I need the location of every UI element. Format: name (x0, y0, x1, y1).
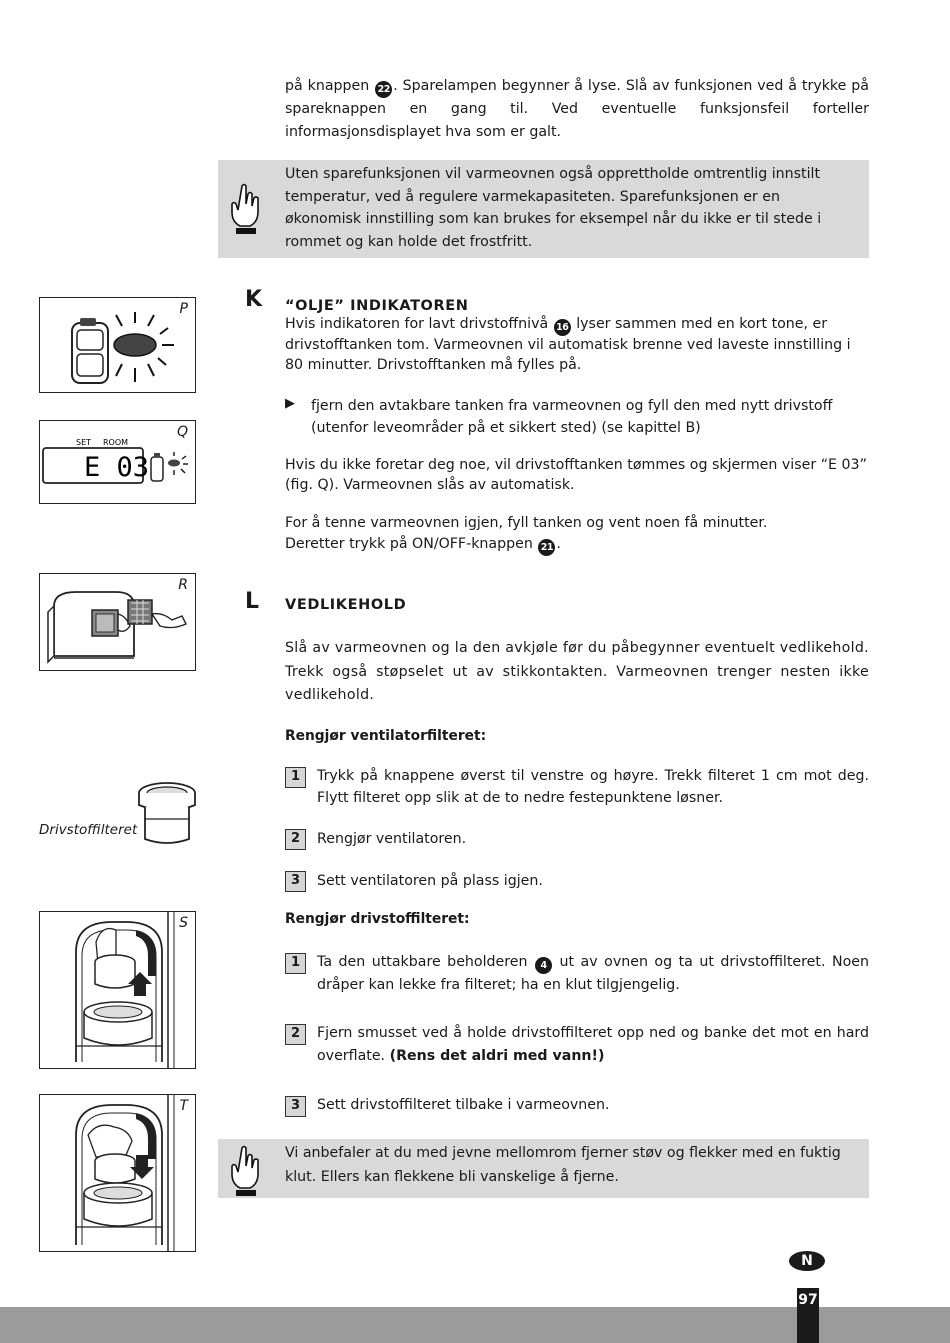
filter-removal-illustration (40, 912, 196, 1069)
section-title-l: VEDLIKEHOLD (285, 597, 407, 613)
figure-r: R (39, 573, 196, 671)
figure-s: S (39, 911, 196, 1069)
step-text: Sett drivstoffilteret tilbake i varmeovnen. (317, 1097, 610, 1113)
bullet-arrow-icon: ▶ (285, 396, 295, 411)
step-number: 1 (285, 953, 306, 974)
filter-insert-illustration (40, 1095, 196, 1252)
note-text: Vi anbefaler at du med jevne mellomrom fjerner støv og flekker med en fuktig klut. Ellers kan flekkene bli vanskelige å fjerne. (285, 1145, 841, 1185)
step-number: 3 (285, 1096, 306, 1117)
ref-badge: 22 (375, 81, 392, 98)
step-text: Rengjør ventilatoren. (317, 831, 467, 847)
step-text: Trykk på knappene øverst til venstre og høyre. Trekk filteret 1 cm mot deg. Flytt filteret opp slik at de to nedre festepunktene løsner. (317, 768, 869, 806)
section-k-bullet: fjern den avtakbare tanken fra varmeovnen og fyll den med nytt drivstoff (utenfor leveområder på et sikkert sted) (se kapittel B) (311, 398, 833, 436)
section-l-paragraph-1: Slå av varmeovnen og la den avkjøle før du påbegynner eventuelt vedlikehold. Trekk også støpselet ut av stikkontakten. Varmeovnen trenger nesten ikke vedlikehold. (285, 640, 869, 703)
fuel-indicator-illustration (40, 298, 196, 393)
note-text: Uten sparefunksjonen vil varmeovnen også opprettholde omtrentlig innstilt temperatur, ved å regulere varmekapasiteten. Sparefunksjonen er en økonomisk innstilling som kan brukes for eksempel når du ikke er til stede i rommet og kan holde det frostfritt. (285, 166, 822, 250)
step-text: Fjern smusset ved å holde drivstoffilteret opp ned og banke det mot en hard overflate. (Rens det aldri med vann!) (317, 1025, 869, 1064)
step-number: 2 (285, 1024, 306, 1045)
section-title-k: “OLJE” INDIKATOREN (285, 298, 469, 314)
note-box (218, 1139, 869, 1198)
step-number: 1 (285, 767, 306, 788)
room-label: ROOM (103, 438, 129, 447)
section-k-paragraph-2: Hvis du ikke foretar deg noe, vil drivstofftanken tømmes og skjermen viser “E 03” (fig. Q). Varmeovnen slås av automatisk. (285, 457, 867, 493)
section-letter-l: L (245, 589, 260, 614)
fuel-filter-icon (136, 779, 198, 847)
note-box (218, 160, 869, 258)
display-illustration (40, 421, 196, 504)
fan-filter-illustration (40, 574, 196, 671)
section-k-paragraph-1: Hvis indikatoren for lavt drivstoffnivå 16 lyser sammen med en kort tone, er drivstofftanken tom. Varmeovnen vil automatisk brenne ved laveste innstilling i 80 minutter. Drivstofftanken må fylles på. (285, 316, 851, 373)
ref-badge: 21 (538, 539, 555, 556)
subheading-fan-filter: Rengjør ventilatorfilteret: (285, 728, 487, 744)
step-text: Sett ventilatoren på plass igjen. (317, 873, 543, 889)
ref-badge: 16 (554, 319, 571, 336)
ref-badge: 4 (535, 957, 552, 974)
intro-paragraph: på knappen 22 . Sparelampen begynner å lyse. Slå av funksjonen ved å trykke på spareknappen en gang til. Ved eventuelle funksjonsfeil forteller informasjonsdisplayet hva som er galt. (285, 78, 869, 140)
pointing-hand-icon (228, 182, 264, 236)
figure-t: T (39, 1094, 196, 1252)
step-text: Ta den uttakbare beholderen 4 ut av ovnen og ta ut drivstoffilteret. Noen dråper kan lekke fra filteret; ha en klut tilgjengelig. (317, 954, 869, 993)
page-number: 97 (797, 1288, 819, 1343)
figure-q: Q SET ROOM E 03 (39, 420, 196, 504)
subheading-fuel-filter: Rengjør drivstoffilteret: (285, 911, 470, 927)
step-number: 2 (285, 829, 306, 850)
section-k-paragraph-3: For å tenne varmeovnen igjen, fyll tanken og vent noen få minutter. Deretter trykk på ON/OFF-knappen 21 . (285, 513, 869, 556)
step-number: 3 (285, 871, 306, 892)
pointing-hand-icon (228, 1144, 264, 1198)
figure-p: P (39, 297, 196, 393)
error-code-display: E 03 (84, 452, 150, 483)
filter-caption: Drivstoffilteret (39, 822, 138, 838)
language-badge: N (789, 1251, 825, 1271)
set-label: SET (76, 438, 92, 447)
section-letter-k: K (245, 287, 263, 312)
